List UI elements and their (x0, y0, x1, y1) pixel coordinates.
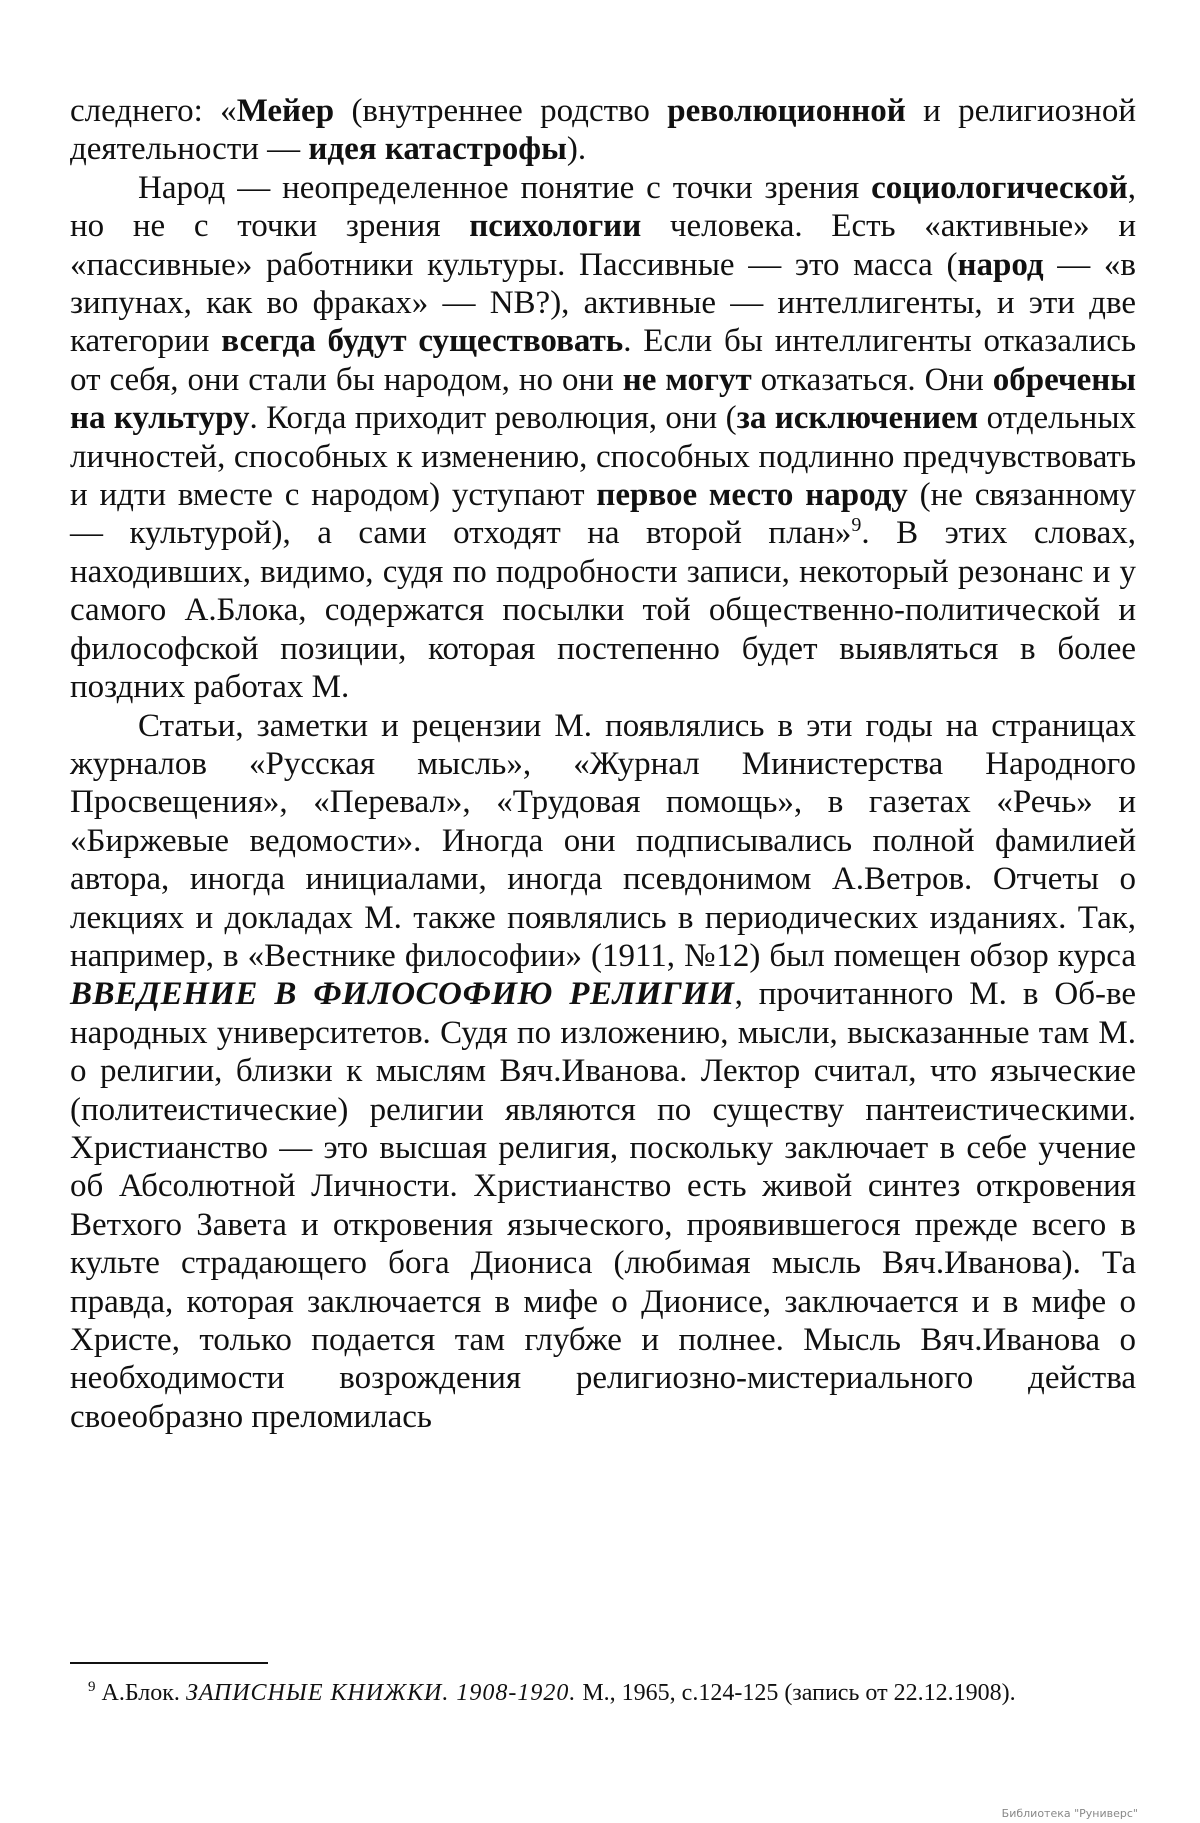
footnote-details: М., 1965, с.124-125 (запись от 22.12.1908). (582, 1680, 1016, 1706)
text-run: отказаться. Они (751, 361, 993, 398)
footnote (70, 1678, 1136, 1708)
title-text: ВВЕДЕНИЕ В ФИЛОСОФИЮ РЕЛИГИИ (70, 976, 735, 1013)
text-run: . Когда приходит революция, они ( (249, 400, 737, 437)
footnote-separator (70, 1662, 268, 1664)
bold-text: всегда будут существовать (221, 323, 624, 360)
paragraph-3 (70, 707, 1136, 1437)
footnote-ref: 9 (851, 514, 862, 537)
bold-text: обречены на культуру (70, 361, 1136, 437)
bold-text: идея катастрофы (308, 131, 567, 168)
footnote-title: ЗАПИСНЫЕ КНИЖКИ. 1908-1920. (185, 1680, 577, 1706)
text-run: ). (566, 131, 587, 168)
bold-text: не могут (622, 361, 752, 398)
text-run: Народ — неопределенное понятие с точки зрения (138, 169, 872, 206)
paragraph-2 (70, 169, 1136, 707)
bold-text: революционной (667, 93, 906, 129)
library-watermark: Библиотека "Руниверс" (1001, 1807, 1138, 1820)
bold-text: первое место народу (596, 477, 908, 514)
main-text (70, 92, 1136, 1436)
bold-text: социологической (871, 169, 1128, 206)
text-run: — «в зипунах, как во фраках» — NB?), активные — интеллигенты, и эти две категории (70, 246, 1136, 360)
text-run: , прочитанного М. в Об-ве народных университетов. Судя по изложению, мысли, высказанные там М. о религии, близки к мыслям Вяч.Иванова. Лектор считал, что языческие (политеистические) религии являются по существу пантеистическими. Христианство — это высшая религия, поскольку заключает в себе учение об Абсолютной Личности. Христианство есть живой синтез откровения Ветхого Завета и откровения языческого, проявившегося прежде всего в культе страдающего бога Диониса (любимая мысль Вяч.Иванова). Та правда, которая заключается в мифе о Дионисе, заключается и в мифе о Христе, только подается там глубже и полнее. Мысль Вяч.Иванова о необходимости возрождения религиозно-мистериального действа своеобразно преломилась (70, 976, 1137, 1435)
text-run: (внутреннее родство (334, 93, 668, 129)
bold-text: психологии (469, 208, 642, 245)
footnote-author: А.Блок. (101, 1680, 180, 1706)
text-run: . В этих словах, находивших, видимо, судя по подробности записи, некоторый резонанс и у самого А.Блока, содержатся посылки той общественно-политической и философской позиции, которая постепенно будет выявляться в более поздних работах М. (70, 515, 1136, 706)
paragraph-1 (70, 92, 1136, 169)
text-run: (не связанному — культурой), а сами отходят на второй план» (70, 477, 1136, 552)
text-run: Статьи, заметки и рецензии М. появлялись в эти годы на страницах журналов «Русская мысль», «Журнал Министерства Народного Просвещения», «Перевал», «Трудовая помощь», в газетах «Речь» и «Биржевые ведомости». Иногда они подписывались полной фамилией автора, иногда инициалами, иногда псевдонимом А.Ветров. Отчеты о лекциях и докладах М. также появлялись в периодических изданиях. Так, например, в «Вестнике философии» (1911, №12) был помещен обзор курса (70, 707, 1136, 974)
text-run: и религиозной деятельности — (70, 93, 1136, 168)
footnote-number: 9 (88, 1679, 96, 1695)
bold-text: Мейер (236, 93, 335, 129)
text-run: отдельных личностей, способных к изменению, способных подлинно предчувствовать и идти вместе с народом) уступают (70, 400, 1136, 514)
bold-text: за исключением (736, 400, 979, 437)
text-run: . Если бы интеллигенты отказались от себя, они стали бы народом, но они (70, 323, 1137, 398)
text-run: , но не с точки зрения (70, 169, 1136, 245)
bold-text: народ (957, 246, 1044, 283)
text-run: следнего: « (70, 93, 237, 129)
text-run: человека. Есть «активные» и «пассивные» работники культуры. Пассивные — это масса ( (70, 208, 1137, 283)
